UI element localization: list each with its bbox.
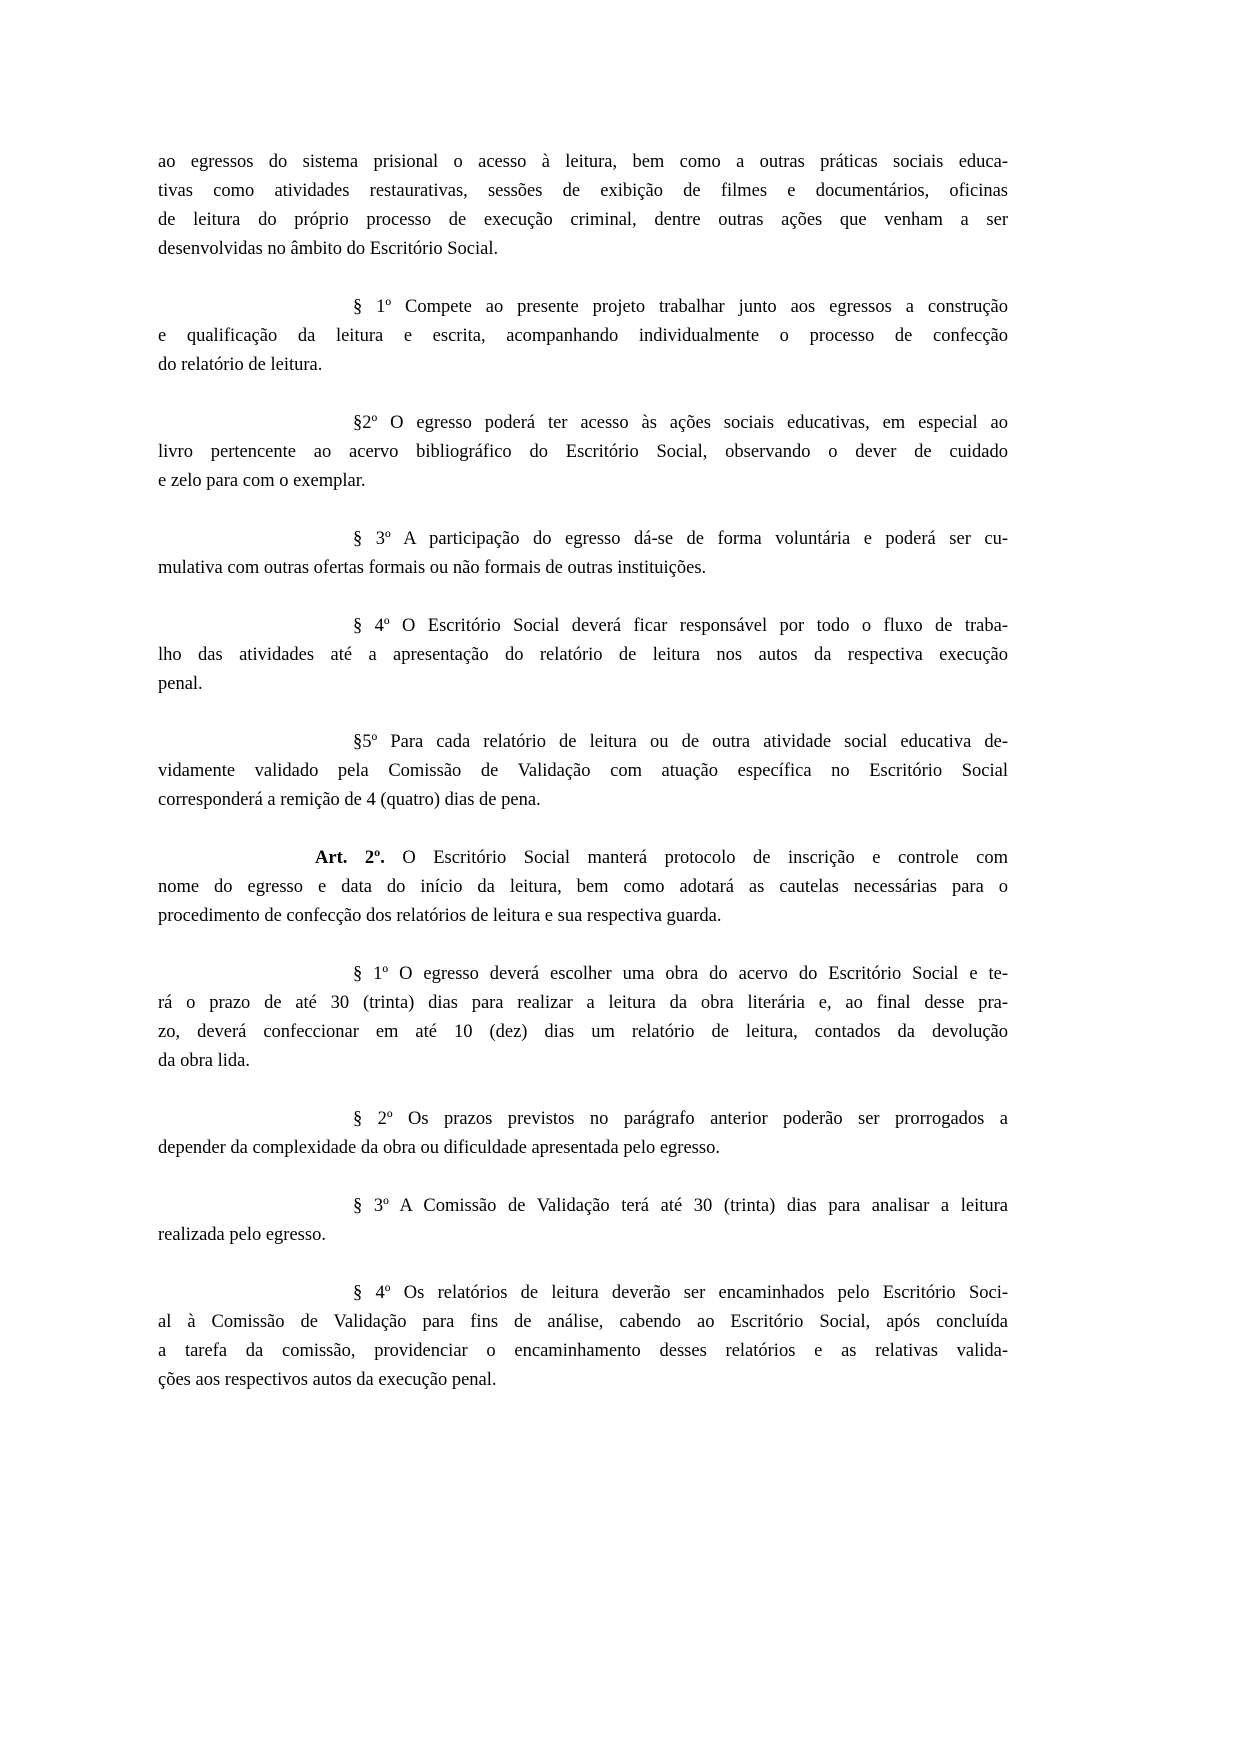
text-line: desenvolvidas no âmbito do Escritório Social. [158,239,499,259]
text-line: depender da complexidade da obra ou dificuldade apresentada pelo egresso. [158,1138,720,1158]
text-line: rá o prazo de até 30 (trinta) dias para realizar a leitura da obra literária e, ao final desse pra- [158,993,1008,1013]
text-line: §2º O egresso poderá ter acesso às ações sociais educativas, em especial ao [353,413,1008,433]
text-line: tivas como atividades restaurativas, sessões de exibição de filmes e documentários, oficinas [158,181,1008,201]
text-line: nome do egresso e data do início da leitura, bem como adotará as cautelas necessárias para o [158,877,1008,897]
text-line: vidamente validado pela Comissão de Validação com atuação específica no Escritório Social [158,761,1008,781]
text-line: § 4º O Escritório Social deverá ficar responsável por todo o fluxo de traba- [353,616,1008,636]
paragraph [158,1192,1008,1250]
text-line: § 4º Os relatórios de leitura deverão ser encaminhados pelo Escritório Soci- [353,1283,1008,1303]
paragraph [158,293,1008,380]
paragraph [158,1279,1008,1395]
text-line: procedimento de confecção dos relatórios de leitura e sua respectiva guarda. [158,906,722,926]
text-line: da obra lida. [158,1051,250,1071]
article-number: Art. 2º. [315,848,385,868]
paragraph [158,1105,1008,1163]
document-body [158,148,1008,1424]
text-line: § 1º O egresso deverá escolher uma obra do acervo do Escritório Social e te- [353,964,1008,984]
paragraph [158,148,1008,264]
text-line: lho das atividades até a apresentação do relatório de leitura nos autos da respectiva execução [158,645,1008,665]
text-line: a tarefa da comissão, providenciar o encaminhamento desses relatórios e as relativas valida- [158,1341,1008,1361]
text-line: § 1º Compete ao presente projeto trabalhar junto aos egressos a construção [353,297,1008,317]
text-line: realizada pelo egresso. [158,1225,326,1245]
text-line: livro pertencente ao acervo bibliográfico do Escritório Social, observando o dever de cuidado [158,442,1008,462]
paragraph [158,960,1008,1076]
text-line: e zelo para com o exemplar. [158,471,366,491]
text-line: de leitura do próprio processo de execução criminal, dentre outras ações que venham a ser [158,210,1008,230]
text-line: § 3º A Comissão de Validação terá até 30 (trinta) dias para analisar a leitura [353,1196,1008,1216]
paragraph [158,844,1008,931]
text-line: corresponderá a remição de 4 (quatro) dias de pena. [158,790,541,810]
paragraph [158,728,1008,815]
paragraph [158,525,1008,583]
text-line: §5º Para cada relatório de leitura ou de outra atividade social educativa de- [353,732,1008,752]
text-line: zo, deverá confeccionar em até 10 (dez) dias um relatório de leitura, contados da devolução [158,1022,1008,1042]
text-line: ao egressos do sistema prisional o acesso à leitura, bem como a outras práticas sociais educa- [158,152,1008,172]
paragraph [158,409,1008,496]
text-line: mulativa com outras ofertas formais ou não formais de outras instituições. [158,558,707,578]
paragraph [158,612,1008,699]
text-line: § 3º A participação do egresso dá-se de forma voluntária e poderá ser cu- [353,529,1008,549]
text-line: e qualificação da leitura e escrita, acompanhando individualmente o processo de confecção [158,326,1008,346]
text-line: ções aos respectivos autos da execução penal. [158,1370,497,1390]
text-line: al à Comissão de Validação para fins de análise, cabendo ao Escritório Social, após concluída [158,1312,1008,1332]
text-line: do relatório de leitura. [158,355,323,375]
text-line: § 2º Os prazos previstos no parágrafo anterior poderão ser prorrogados a [353,1109,1008,1129]
text-line: Art. 2º. O Escritório Social manterá protocolo de inscrição e controle com [315,848,1008,868]
text-line: penal. [158,674,203,694]
